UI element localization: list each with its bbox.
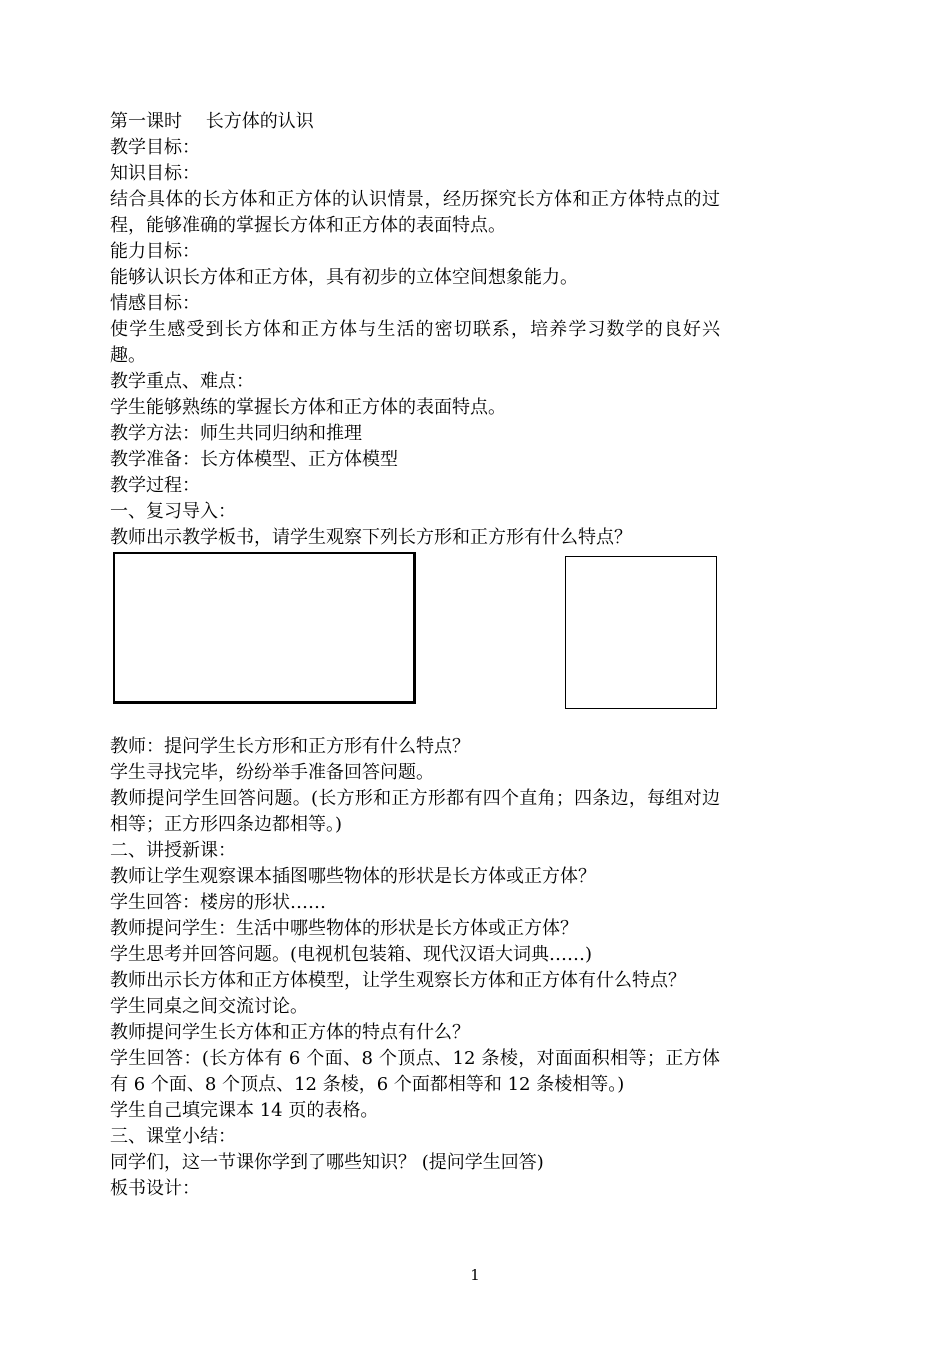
paragraph: 知识目标： xyxy=(110,163,200,184)
paragraph: 使学生感受到长方体和正方体与生活的密切联系，培养学习数学的良好兴趣。 xyxy=(110,319,720,366)
paragraph: 学生自己填完课本 14 页的表格。 xyxy=(110,1100,379,1121)
paragraph: 能够认识长方体和正方体，具有初步的立体空间想象能力。 xyxy=(110,267,578,288)
paragraph: 教学重点、难点： xyxy=(110,371,254,392)
rectangle-figure xyxy=(113,552,416,704)
paragraph: 教师提问学生：生活中哪些物体的形状是长方体或正方体？ xyxy=(110,918,578,939)
paragraph: 教师让学生观察课本插图哪些物体的形状是长方体或正方体？ xyxy=(110,866,596,887)
paragraph: 二、讲授新课： xyxy=(110,840,236,861)
paragraph: 教师：提问学生长方形和正方形有什么特点？ xyxy=(110,736,470,757)
paragraph: 教师出示教学板书，请学生观察下列长方形和正方形有什么特点？ xyxy=(110,527,632,548)
paragraph: 学生回答：楼房的形状…… xyxy=(110,892,326,913)
paragraph: 一、复习导入： xyxy=(110,501,236,522)
paragraph: 同学们，这一节课你学到了哪些知识？ (提问学生回答) xyxy=(110,1152,544,1173)
paragraph: 学生同桌之间交流讨论。 xyxy=(110,996,308,1017)
bottom-text-block xyxy=(110,734,720,1202)
paragraph: 板书设计： xyxy=(110,1178,200,1199)
paragraph: 学生能够熟练的掌握长方体和正方体的表面特点。 xyxy=(110,397,506,418)
top-text-block xyxy=(110,109,720,551)
lesson-title: 第一课时 长方体的认识 xyxy=(110,111,314,132)
paragraph: 教学过程： xyxy=(110,475,200,496)
paragraph: 学生寻找完毕，纷纷举手准备回答问题。 xyxy=(110,762,434,783)
paragraph: 教师出示长方体和正方体模型，让学生观察长方体和正方体有什么特点？ xyxy=(110,970,686,991)
paragraph: 教师提问学生长方体和正方体的特点有什么？ xyxy=(110,1022,470,1043)
paragraph: 情感目标： xyxy=(110,293,200,314)
paragraph: 教学准备：长方体模型、正方体模型 xyxy=(110,449,398,470)
paragraph: 结合具体的长方体和正方体的认识情景，经历探究长方体和正方体特点的过程，能够准确的掌握长方体和正方体的表面特点。 xyxy=(110,189,720,236)
page-number: 1 xyxy=(470,1266,480,1284)
paragraph: 教师提问学生回答问题。(长方形和正方形都有四个直角；四条边，每组对边相等；正方形四条边都相等。) xyxy=(110,788,720,835)
paragraph: 能力目标： xyxy=(110,241,200,262)
paragraph: 学生思考并回答问题。(电视机包装箱、现代汉语大词典……) xyxy=(110,944,593,965)
paragraph: 学生回答：(长方体有 6 个面、8 个顶点、12 条棱，对面面积相等；正方体有 6 个面、8 个顶点、12 条棱，6 个面都相等和 12 条棱相等。) xyxy=(110,1048,720,1095)
paragraph: 教学目标： xyxy=(110,137,200,158)
square-figure xyxy=(565,556,717,709)
paragraph: 三、课堂小结： xyxy=(110,1126,236,1147)
paragraph: 教学方法：师生共同归纳和推理 xyxy=(110,423,362,444)
